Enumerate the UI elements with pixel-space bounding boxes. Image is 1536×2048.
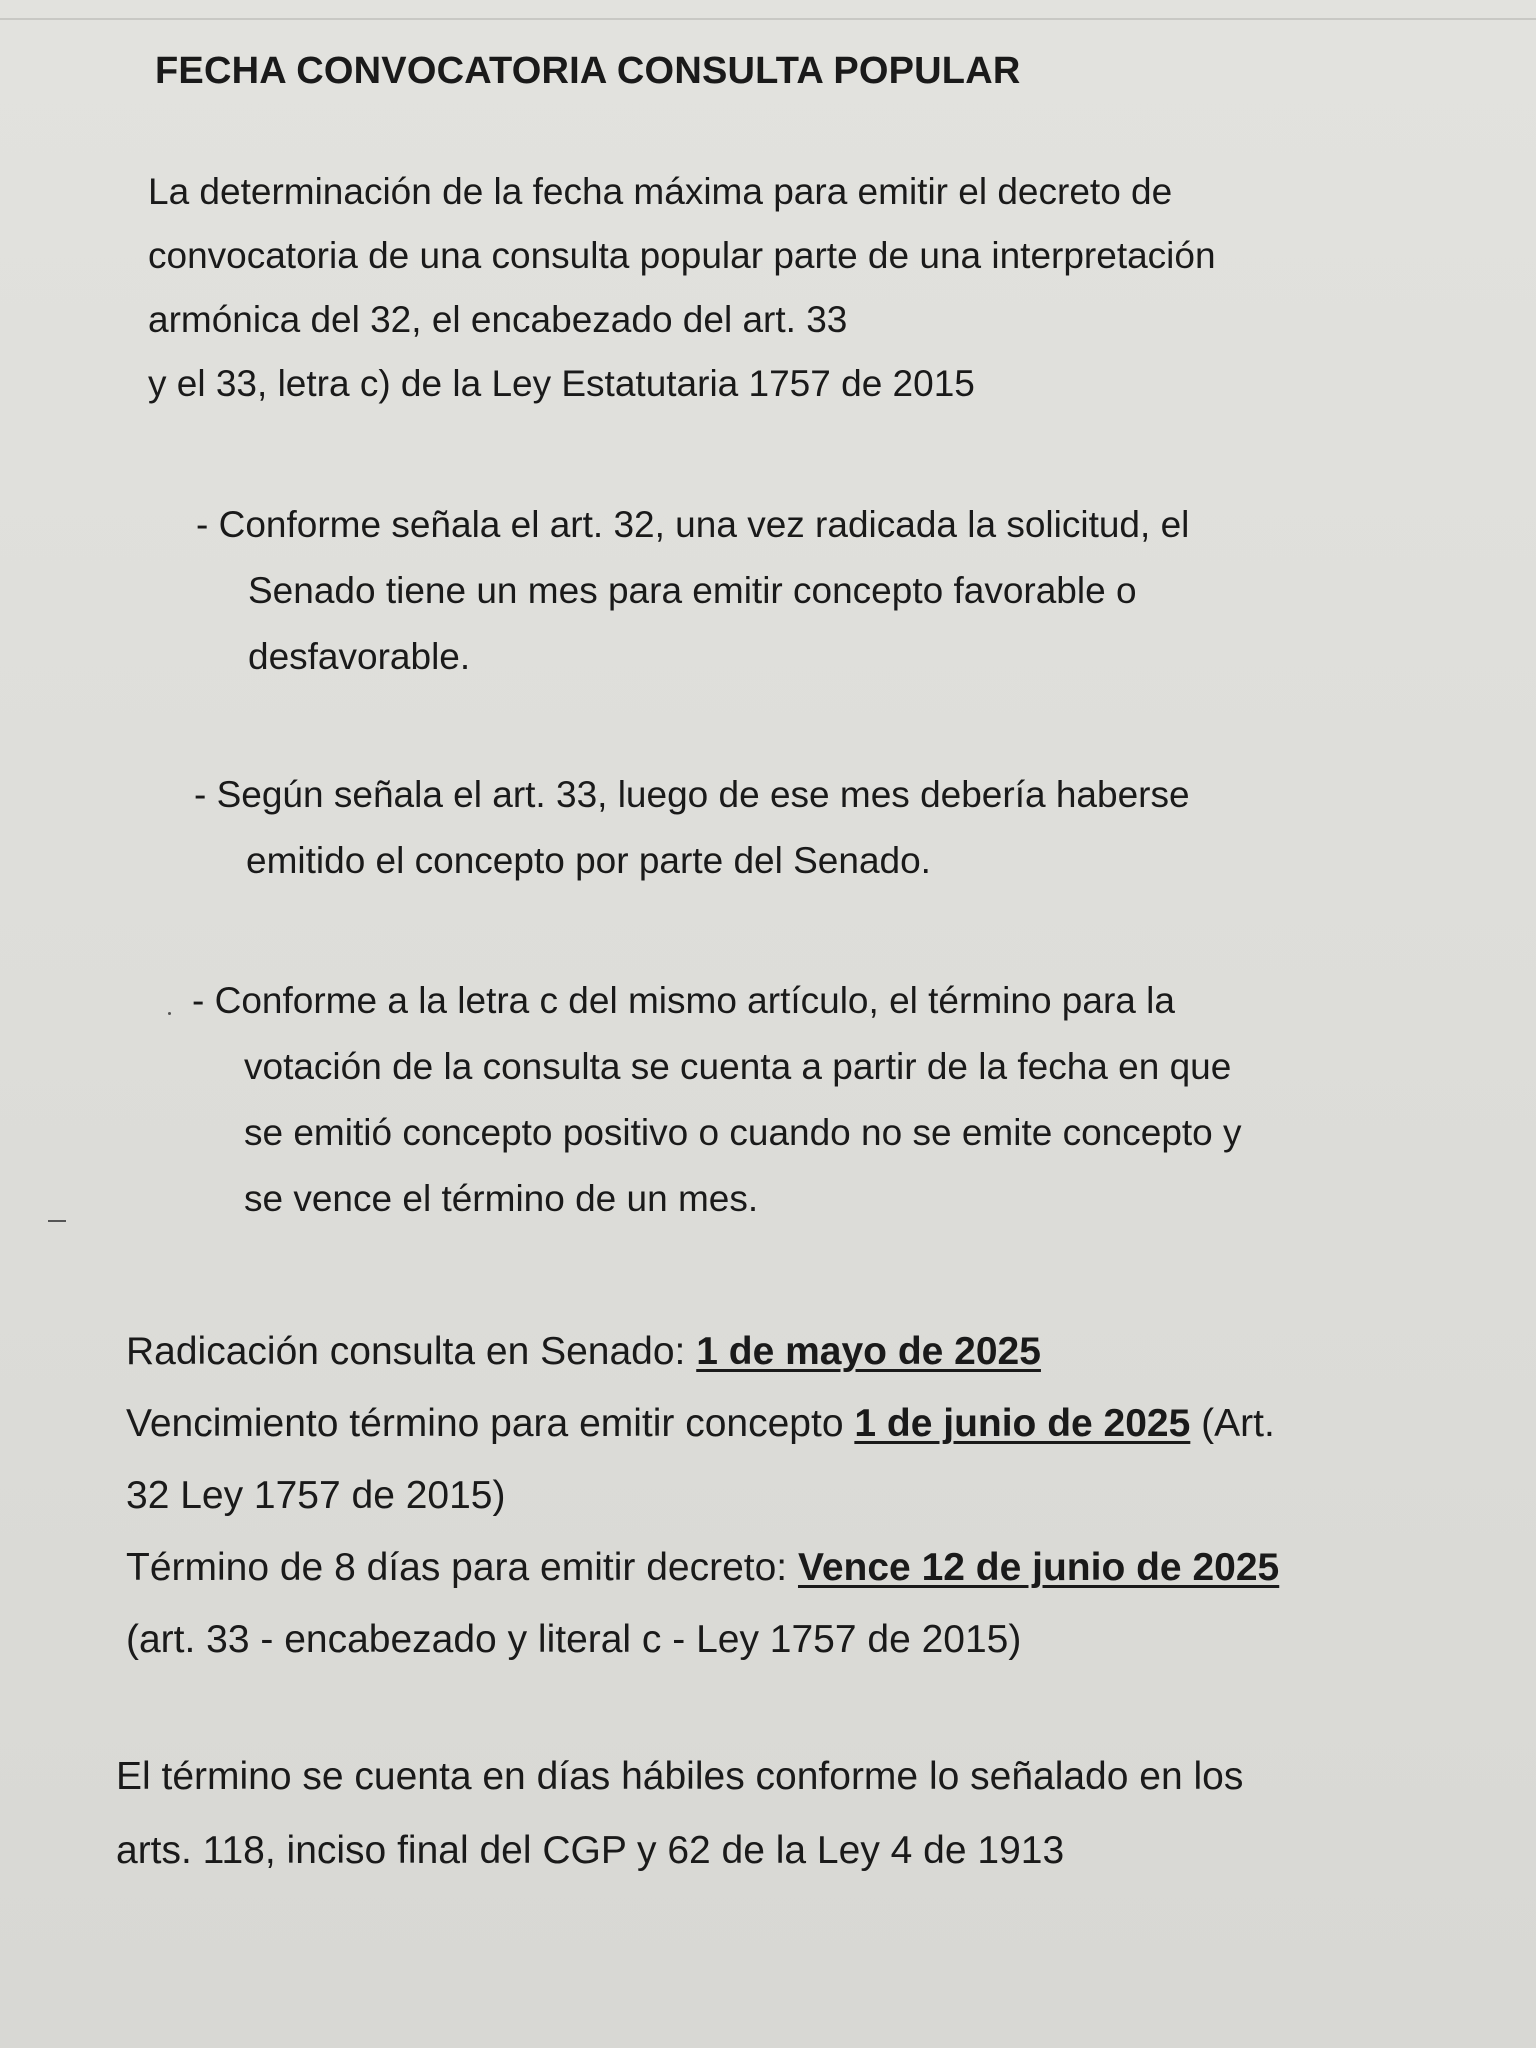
intro-line: convocatoria de una consulta popular parte de una interpretación (148, 235, 1216, 276)
vencimiento-label: Vencimiento término para emitir concepto (126, 1402, 855, 1445)
stray-mark (48, 1220, 66, 1222)
bullet-line: desfavorable. (248, 636, 471, 677)
intro-line: La determinación de la fecha máxima para emitir el decreto de (148, 171, 1173, 212)
radicacion-date: 1 de mayo de 2025 (696, 1330, 1041, 1373)
bullet-letra-c (192, 968, 1452, 1232)
paper-top-edge (0, 18, 1536, 20)
bullet-line: Senado tiene un mes para emitir concepto favorable o (248, 570, 1137, 611)
intro-line: armónica del 32, el encabezado del art. 33 (148, 299, 848, 340)
stray-dot (168, 1012, 171, 1015)
bullet-art-33 (194, 762, 1454, 894)
bullet-line: - Según señala el art. 33, luego de ese mes debería haberse (194, 774, 1190, 815)
vencimiento-date: 1 de junio de 2025 (854, 1402, 1191, 1445)
intro-paragraph (148, 160, 1418, 416)
document-title: FECHA CONVOCATORIA CONSULTA POPULAR (155, 50, 1021, 92)
termino-line (126, 1532, 1456, 1604)
intro-line: y el 33, letra c) de la Ley Estatutaria 1757 de 2015 (148, 363, 975, 404)
bullet-line: se vence el término de un mes. (244, 1178, 759, 1219)
bullet-art-32 (196, 492, 1456, 690)
closing-line: arts. 118, inciso final del CGP y 62 de la Ley 4 de 1913 (116, 1829, 1065, 1872)
bullet-line: - Conforme a la letra c del mismo artículo, el término para la (192, 980, 1175, 1021)
closing-paragraph (116, 1740, 1456, 1888)
radicacion-line (126, 1316, 1456, 1388)
closing-line: El término se cuenta en días hábiles conforme lo señalado en los (116, 1755, 1244, 1798)
bullet-line: - Conforme señala el art. 32, una vez radicada la solicitud, el (196, 504, 1190, 545)
dates-block (126, 1316, 1456, 1676)
bullet-line: votación de la consulta se cuenta a partir de la fecha en que (244, 1046, 1232, 1087)
bullet-line: se emitió concepto positivo o cuando no se emite concepto y (244, 1112, 1242, 1153)
vencimiento-line (126, 1388, 1456, 1460)
termino-date: Vence 12 de junio de 2025 (797, 1546, 1280, 1589)
radicacion-label: Radicación consulta en Senado: (126, 1330, 697, 1373)
termino-ref-line: (art. 33 - encabezado y literal c - Ley 1757 de 2015) (126, 1618, 1022, 1661)
bullet-line: emitido el concepto por parte del Senado. (246, 840, 931, 881)
vencimiento-ref-line: 32 Ley 1757 de 2015) (126, 1474, 506, 1517)
vencimiento-ref: (Art. (1190, 1402, 1275, 1445)
termino-label: Término de 8 días para emitir decreto: (126, 1546, 798, 1589)
